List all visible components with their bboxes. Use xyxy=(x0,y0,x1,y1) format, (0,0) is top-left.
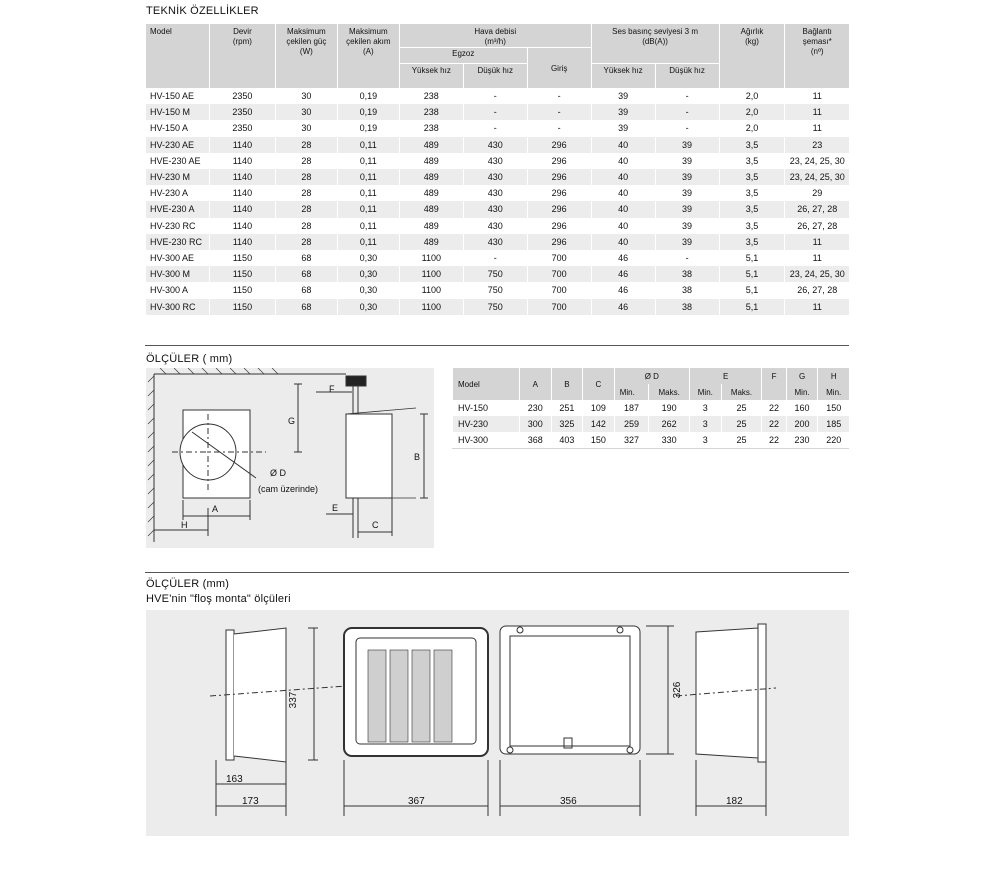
table-cell: 700 xyxy=(527,299,591,315)
flush-title: ÖLÇÜLER (mm) xyxy=(146,578,230,590)
col-hava: Hava debisi (m³/h) xyxy=(399,24,591,48)
col-egzoz-yuksek: Yüksek hız xyxy=(399,64,463,89)
table-cell: 750 xyxy=(463,266,527,282)
table-cell: HV-300 RC xyxy=(146,299,210,315)
table-row xyxy=(146,250,850,266)
table-cell: 262 xyxy=(649,416,690,432)
table-cell: 430 xyxy=(463,201,527,217)
table-cell: 0,30 xyxy=(337,299,399,315)
dims-sub-d-max: Maks. xyxy=(649,384,690,400)
table-cell: 187 xyxy=(614,400,649,416)
table-cell: 325 xyxy=(551,416,583,432)
table-cell: 296 xyxy=(527,137,591,153)
table-cell: 259 xyxy=(614,416,649,432)
dims-col-c: C xyxy=(583,368,615,400)
table-cell: 39 xyxy=(655,185,719,201)
table-cell: 39 xyxy=(655,218,719,234)
flush-diagram-panel xyxy=(146,610,849,836)
table-cell: 40 xyxy=(591,137,655,153)
table-cell: HV-230 AE xyxy=(146,137,210,153)
table-cell: - xyxy=(655,120,719,136)
col-agirlik: Ağırlık (kg) xyxy=(719,24,785,88)
col-ses-yuksek: Yüksek hız xyxy=(591,64,655,89)
dims-col-f: F xyxy=(762,368,786,384)
table-cell: 430 xyxy=(463,218,527,234)
table-cell: 1140 xyxy=(209,185,275,201)
table-row xyxy=(146,153,850,169)
table-cell: 22 xyxy=(762,432,786,449)
table-cell: - xyxy=(655,88,719,104)
table-cell: 489 xyxy=(399,169,463,185)
table-cell: 700 xyxy=(527,250,591,266)
dims-col-h: H xyxy=(818,368,849,384)
table-cell: 11 xyxy=(785,234,849,250)
dim-356: 356 xyxy=(560,796,577,807)
table-cell: 3,5 xyxy=(719,234,785,250)
table-cell: 0,11 xyxy=(337,185,399,201)
table-row xyxy=(146,169,850,185)
table-cell: 238 xyxy=(399,88,463,104)
table-cell: 296 xyxy=(527,234,591,250)
table-cell: 0,11 xyxy=(337,234,399,250)
table-cell: 40 xyxy=(591,201,655,217)
table-cell: 430 xyxy=(463,153,527,169)
table-cell: 0,19 xyxy=(337,120,399,136)
table-cell: 28 xyxy=(275,137,337,153)
table-cell: 39 xyxy=(591,104,655,120)
flush-diagram xyxy=(146,610,849,836)
table-cell: 1150 xyxy=(209,250,275,266)
table-cell: HVE-230 A xyxy=(146,201,210,217)
table-cell: 68 xyxy=(275,282,337,298)
table-cell: 238 xyxy=(399,104,463,120)
table-cell: - xyxy=(463,120,527,136)
dims-sub-e-min: Min. xyxy=(689,384,721,400)
table-cell: 489 xyxy=(399,185,463,201)
table-cell: 39 xyxy=(655,169,719,185)
table-row xyxy=(146,282,850,298)
table-row xyxy=(146,104,850,120)
table-cell: 40 xyxy=(591,218,655,234)
table-row xyxy=(146,88,850,104)
table-cell: 28 xyxy=(275,201,337,217)
col-giris: Giriş xyxy=(527,48,591,89)
table-cell: 0,19 xyxy=(337,104,399,120)
table-row xyxy=(146,299,850,315)
table-cell: 68 xyxy=(275,299,337,315)
table-cell: HV-300 AE xyxy=(146,250,210,266)
table-cell: 22 xyxy=(762,416,786,432)
table-cell: HV-300 A xyxy=(146,282,210,298)
table-cell: 39 xyxy=(591,120,655,136)
table-cell: 403 xyxy=(551,432,583,449)
table-cell: 1100 xyxy=(399,282,463,298)
table-cell: 0,11 xyxy=(337,169,399,185)
table-cell: 30 xyxy=(275,104,337,120)
table-cell: 2350 xyxy=(209,120,275,136)
table-cell: 30 xyxy=(275,88,337,104)
table-cell: 296 xyxy=(527,201,591,217)
table-cell: HV-230 RC xyxy=(146,218,210,234)
dim-326: 326 xyxy=(672,681,683,699)
table-cell: 5,1 xyxy=(719,266,785,282)
dim-163: 163 xyxy=(226,774,243,785)
table-cell: HV-150 A xyxy=(146,120,210,136)
table-cell: 3,5 xyxy=(719,169,785,185)
table-cell: 327 xyxy=(614,432,649,449)
table-cell: 230 xyxy=(520,400,552,416)
table-cell: 296 xyxy=(527,169,591,185)
table-row xyxy=(146,234,850,250)
table-cell: 40 xyxy=(591,234,655,250)
table-cell: HV-230 A xyxy=(146,185,210,201)
table-cell: 5,1 xyxy=(719,250,785,266)
table-cell: 26, 27, 28 xyxy=(785,201,849,217)
table-cell: 150 xyxy=(583,432,615,449)
dims-col-d: Ø D xyxy=(614,368,689,384)
table-cell: 46 xyxy=(591,250,655,266)
table-cell: 46 xyxy=(591,266,655,282)
table-row xyxy=(453,432,850,449)
table-cell: 750 xyxy=(463,282,527,298)
table-cell: 0,30 xyxy=(337,250,399,266)
table-cell: 230 xyxy=(786,432,818,449)
table-cell: 40 xyxy=(591,185,655,201)
table-cell: 2,0 xyxy=(719,120,785,136)
table-cell: - xyxy=(527,88,591,104)
table-cell: 46 xyxy=(591,282,655,298)
table-cell: 296 xyxy=(527,153,591,169)
table-row xyxy=(453,400,850,416)
table-cell: - xyxy=(463,104,527,120)
table-cell: 430 xyxy=(463,185,527,201)
spec-title: TEKNİK ÖZELLİKLER xyxy=(146,5,259,17)
table-cell: 11 xyxy=(785,299,849,315)
label-d: Ø D xyxy=(270,468,287,478)
dims-diagram xyxy=(146,368,434,548)
table-cell: 22 xyxy=(762,400,786,416)
table-cell: 23 xyxy=(785,137,849,153)
dims-sub-g-min: Min. xyxy=(786,384,818,400)
table-cell: 489 xyxy=(399,218,463,234)
table-cell: 0,11 xyxy=(337,153,399,169)
table-cell: 28 xyxy=(275,153,337,169)
label-e: E xyxy=(332,503,339,513)
table-cell: 0,11 xyxy=(337,201,399,217)
table-cell: HV-230 M xyxy=(146,169,210,185)
table-cell: 0,11 xyxy=(337,218,399,234)
dim-367: 367 xyxy=(408,796,425,807)
table-cell: 39 xyxy=(655,137,719,153)
table-cell: 30 xyxy=(275,120,337,136)
table-cell: - xyxy=(655,250,719,266)
divider-2 xyxy=(145,572,849,573)
table-cell: 296 xyxy=(527,218,591,234)
table-cell: 28 xyxy=(275,234,337,250)
table-cell: HVE-230 AE xyxy=(146,153,210,169)
col-devir: Devir (rpm) xyxy=(209,24,275,88)
table-cell: HV-230 xyxy=(453,416,520,432)
table-cell: 1140 xyxy=(209,234,275,250)
table-cell: 0,19 xyxy=(337,88,399,104)
table-cell: 296 xyxy=(527,185,591,201)
table-cell: 489 xyxy=(399,137,463,153)
table-cell: 11 xyxy=(785,88,849,104)
col-ses-dusuk: Düşük hız xyxy=(655,64,719,89)
table-cell: HV-300 M xyxy=(146,266,210,282)
table-cell: 2,0 xyxy=(719,88,785,104)
table-cell: - xyxy=(463,88,527,104)
table-cell: 489 xyxy=(399,234,463,250)
table-cell: 39 xyxy=(655,153,719,169)
table-row xyxy=(146,120,850,136)
table-cell: 1140 xyxy=(209,201,275,217)
col-egzoz: Egzoz xyxy=(399,48,527,64)
label-f: F xyxy=(329,384,335,394)
table-row xyxy=(453,416,850,432)
label-cam: (cam üzerinde) xyxy=(258,484,319,494)
col-akim: Maksimum çekilen akım (A) xyxy=(337,24,399,88)
table-cell: 430 xyxy=(463,137,527,153)
table-cell: 1140 xyxy=(209,153,275,169)
table-cell: 251 xyxy=(551,400,583,416)
table-cell: 0,30 xyxy=(337,266,399,282)
table-cell: 11 xyxy=(785,250,849,266)
table-cell: 0,11 xyxy=(337,137,399,153)
table-cell: 3 xyxy=(689,432,721,449)
table-cell: 68 xyxy=(275,250,337,266)
table-cell: 26, 27, 28 xyxy=(785,218,849,234)
table-cell: - xyxy=(527,120,591,136)
table-cell: 1150 xyxy=(209,266,275,282)
table-cell: 39 xyxy=(655,201,719,217)
label-c: C xyxy=(372,520,379,530)
table-cell: 1140 xyxy=(209,169,275,185)
label-a: A xyxy=(212,504,219,514)
table-cell: 25 xyxy=(721,400,762,416)
table-cell: 1100 xyxy=(399,299,463,315)
table-row xyxy=(146,266,850,282)
dims-col-b: B xyxy=(551,368,583,400)
divider-1 xyxy=(145,345,849,346)
table-cell: 28 xyxy=(275,169,337,185)
table-cell: 1150 xyxy=(209,282,275,298)
table-cell: 68 xyxy=(275,266,337,282)
dims-sub-e-max: Maks. xyxy=(721,384,762,400)
table-row xyxy=(146,218,850,234)
table-cell: 1140 xyxy=(209,137,275,153)
table-cell: 3,5 xyxy=(719,137,785,153)
table-cell: 38 xyxy=(655,282,719,298)
table-cell: 3,5 xyxy=(719,218,785,234)
flush-subtitle: HVE'nin "floş monta" ölçüleri xyxy=(146,593,291,605)
table-cell: 3,5 xyxy=(719,201,785,217)
table-cell: - xyxy=(527,104,591,120)
table-cell: 39 xyxy=(655,234,719,250)
table-cell: 23, 24, 25, 30 xyxy=(785,266,849,282)
table-cell: 5,1 xyxy=(719,282,785,298)
dims-table xyxy=(452,368,849,449)
table-cell: 300 xyxy=(520,416,552,432)
dims-col-g: G xyxy=(786,368,818,384)
table-cell: HV-150 AE xyxy=(146,88,210,104)
table-cell: 39 xyxy=(591,88,655,104)
table-cell: 430 xyxy=(463,234,527,250)
table-cell: HV-300 xyxy=(453,432,520,449)
spec-table xyxy=(145,24,849,315)
table-row xyxy=(146,185,850,201)
table-cell: 26, 27, 28 xyxy=(785,282,849,298)
table-cell: 750 xyxy=(463,299,527,315)
table-cell: 330 xyxy=(649,432,690,449)
table-row xyxy=(146,201,850,217)
table-cell: 38 xyxy=(655,266,719,282)
table-cell: 160 xyxy=(786,400,818,416)
table-cell: 3,5 xyxy=(719,185,785,201)
table-cell: 28 xyxy=(275,218,337,234)
table-cell: 200 xyxy=(786,416,818,432)
table-cell: 3 xyxy=(689,416,721,432)
table-cell: 1150 xyxy=(209,299,275,315)
table-cell: 190 xyxy=(649,400,690,416)
dims-sub-f xyxy=(762,384,786,400)
table-cell: 142 xyxy=(583,416,615,432)
table-cell: 11 xyxy=(785,120,849,136)
table-cell: 489 xyxy=(399,153,463,169)
table-cell: 2,0 xyxy=(719,104,785,120)
dims-col-model: Model xyxy=(453,368,520,400)
table-cell: 109 xyxy=(583,400,615,416)
dims-col-a: A xyxy=(520,368,552,400)
table-cell: 3 xyxy=(689,400,721,416)
table-cell: 25 xyxy=(721,432,762,449)
table-cell: 1100 xyxy=(399,250,463,266)
table-cell: 1140 xyxy=(209,218,275,234)
col-egzoz-dusuk: Düşük hız xyxy=(463,64,527,89)
table-cell: 1100 xyxy=(399,266,463,282)
table-cell: 220 xyxy=(818,432,849,449)
table-cell: 238 xyxy=(399,120,463,136)
label-h: H xyxy=(181,520,188,530)
table-cell: 38 xyxy=(655,299,719,315)
table-cell: 28 xyxy=(275,185,337,201)
table-cell: 185 xyxy=(818,416,849,432)
dims-title: ÖLÇÜLER ( mm) xyxy=(146,353,233,365)
table-cell: 3,5 xyxy=(719,153,785,169)
col-ses: Ses basınç seviyesi 3 m (dB(A)) xyxy=(591,24,719,64)
table-cell: 2350 xyxy=(209,104,275,120)
table-cell: 11 xyxy=(785,104,849,120)
table-row xyxy=(146,137,850,153)
dim-337: 337 xyxy=(288,691,299,709)
table-cell: 46 xyxy=(591,299,655,315)
table-cell: 23, 24, 25, 30 xyxy=(785,153,849,169)
table-cell: 150 xyxy=(818,400,849,416)
table-cell: 0,30 xyxy=(337,282,399,298)
table-cell: 5,1 xyxy=(719,299,785,315)
dim-182: 182 xyxy=(726,796,743,807)
table-cell: 700 xyxy=(527,282,591,298)
table-cell: 489 xyxy=(399,201,463,217)
dims-sub-d-min: Min. xyxy=(614,384,649,400)
col-model: Model xyxy=(146,24,210,88)
dims-diagram-panel xyxy=(146,368,434,548)
table-cell: HV-150 M xyxy=(146,104,210,120)
table-cell: 25 xyxy=(721,416,762,432)
col-guc: Maksimum çekilen güç (W) xyxy=(275,24,337,88)
col-baglanti: Bağlantı şeması* (nº) xyxy=(785,24,849,88)
table-cell: 29 xyxy=(785,185,849,201)
label-b: B xyxy=(414,452,421,462)
dims-col-e: E xyxy=(689,368,761,384)
table-cell: 40 xyxy=(591,169,655,185)
table-cell: 430 xyxy=(463,169,527,185)
dim-173: 173 xyxy=(242,796,259,807)
table-cell: 700 xyxy=(527,266,591,282)
table-cell: 23, 24, 25, 30 xyxy=(785,169,849,185)
table-cell: HVE-230 RC xyxy=(146,234,210,250)
table-cell: 40 xyxy=(591,153,655,169)
table-cell: 2350 xyxy=(209,88,275,104)
table-cell: HV-150 xyxy=(453,400,520,416)
table-cell: - xyxy=(463,250,527,266)
table-cell: - xyxy=(655,104,719,120)
table-cell: 368 xyxy=(520,432,552,449)
label-g: G xyxy=(288,416,296,426)
dims-sub-h-min: Min. xyxy=(818,384,849,400)
